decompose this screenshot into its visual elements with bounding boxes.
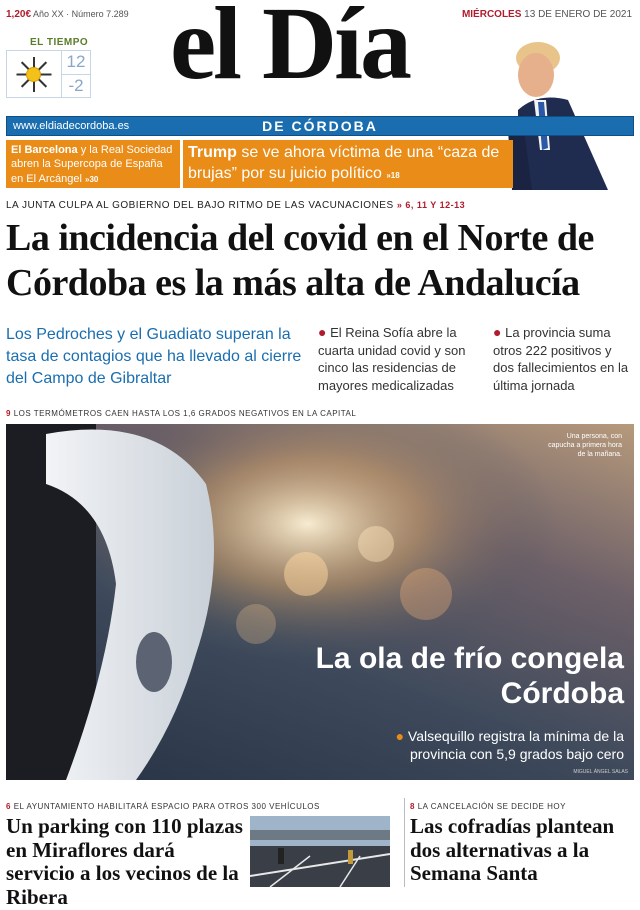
- promo-text: se ve ahora víctima de una “caza de brujas” por su juicio político: [188, 144, 500, 182]
- promo-bold: El Barcelona: [11, 144, 78, 156]
- photo-page-ref: 9: [6, 409, 11, 418]
- parking-photo[interactable]: [250, 816, 390, 887]
- photo-credit: MIGUEL ÁNGEL SALAS: [573, 769, 628, 775]
- trump-photo[interactable]: [498, 30, 638, 192]
- temp-min: -2: [68, 75, 84, 95]
- weather-box: [6, 50, 91, 98]
- promo-trump[interactable]: [183, 140, 513, 188]
- date: 13 DE ENERO DE 2021: [524, 9, 632, 20]
- column-divider: [404, 798, 405, 887]
- lead-bullet-1: ● El Reina Sofía abre la cuarta unidad covid y son cinco las residencias de mayores medicalizadas: [318, 324, 466, 393]
- promo-page-ref: »30: [85, 174, 99, 184]
- cofradias-headline[interactable]: Las cofradías plantean dos alternativas a la Semana Santa: [410, 814, 615, 886]
- issue-number: Año XX · Número 7.289: [33, 9, 129, 19]
- temp-max: 12: [62, 51, 90, 75]
- bullet-icon: ●: [318, 324, 327, 340]
- promo-text: y la Real Sociedad abren la Supercopa de España en El Arcángel: [11, 144, 173, 185]
- weather-title: EL TIEMPO: [30, 37, 89, 48]
- page-ref: 6: [6, 802, 11, 811]
- bottom-kicker-1: 6 EL AYUNTAMIENTO HABILITARÁ ESPACIO PARA OTROS 300 VEHÍCULOS: [6, 802, 320, 811]
- promo-barcelona[interactable]: [6, 140, 180, 188]
- bottom-kicker-2: 8 LA CANCELACIÓN SE DECIDE HOY: [410, 802, 566, 811]
- masthead-logo[interactable]: el Día: [170, 0, 410, 101]
- photo-kicker: 9 LOS TERMÓMETROS CAEN HASTA LOS 1,6 GRADOS NEGATIVOS EN LA CAPITAL: [6, 409, 357, 418]
- website-link[interactable]: www.eldiadecordoba.es: [13, 120, 130, 132]
- parking-illustration: [250, 816, 390, 887]
- lead-bullet-2: ● La provincia suma otros 222 positivos y dos fallecimientos en la última jornada: [493, 324, 629, 393]
- parking-headline[interactable]: Un parking con 110 plazas en Miraflores dará servicio a los vecinos de la Ribera: [6, 814, 243, 910]
- photo-subhead: ● Valsequillo registra la mínima de la provincia con 5,9 grados bajo cero: [395, 728, 624, 763]
- bullet-icon: ●: [395, 728, 405, 744]
- lead-headline[interactable]: La incidencia del covid en el Norte de Córdoba es la más alta de Andalucía: [6, 217, 594, 304]
- promo-page-ref: »18: [386, 170, 400, 180]
- lead-kicker: LA JUNTA CULPA AL GOBIERNO DEL BAJO RITMO DE LAS VACUNACIONES » 6, 11 Y 12-13: [6, 200, 466, 211]
- lead-page-ref: » 6, 11 Y 12-13: [396, 200, 466, 210]
- lead-subhead: Los Pedroches y el Guadiato superan la tasa de contagios que ha llevado al cierre del Campo de Gibraltar: [6, 326, 302, 388]
- promo-bold: Trump: [188, 144, 237, 161]
- bullet-icon: ●: [493, 324, 502, 340]
- cold-wave-photo[interactable]: [6, 424, 634, 780]
- price: 1,20€: [6, 9, 32, 20]
- edition-bar: [6, 116, 634, 136]
- sun-icon: [7, 51, 61, 97]
- dateline: [462, 9, 632, 20]
- price-line: [6, 9, 129, 20]
- photo-caption: Una persona, con capucha a primera hora de la mañana.: [548, 433, 622, 459]
- page-ref: 8: [410, 802, 415, 811]
- edition-name: DE CÓRDOBA: [262, 118, 378, 134]
- photo-headline[interactable]: La ola de frío congela Córdoba: [315, 642, 624, 710]
- temperatures: [61, 51, 90, 97]
- weekday: MIÉRCOLES: [461, 9, 522, 20]
